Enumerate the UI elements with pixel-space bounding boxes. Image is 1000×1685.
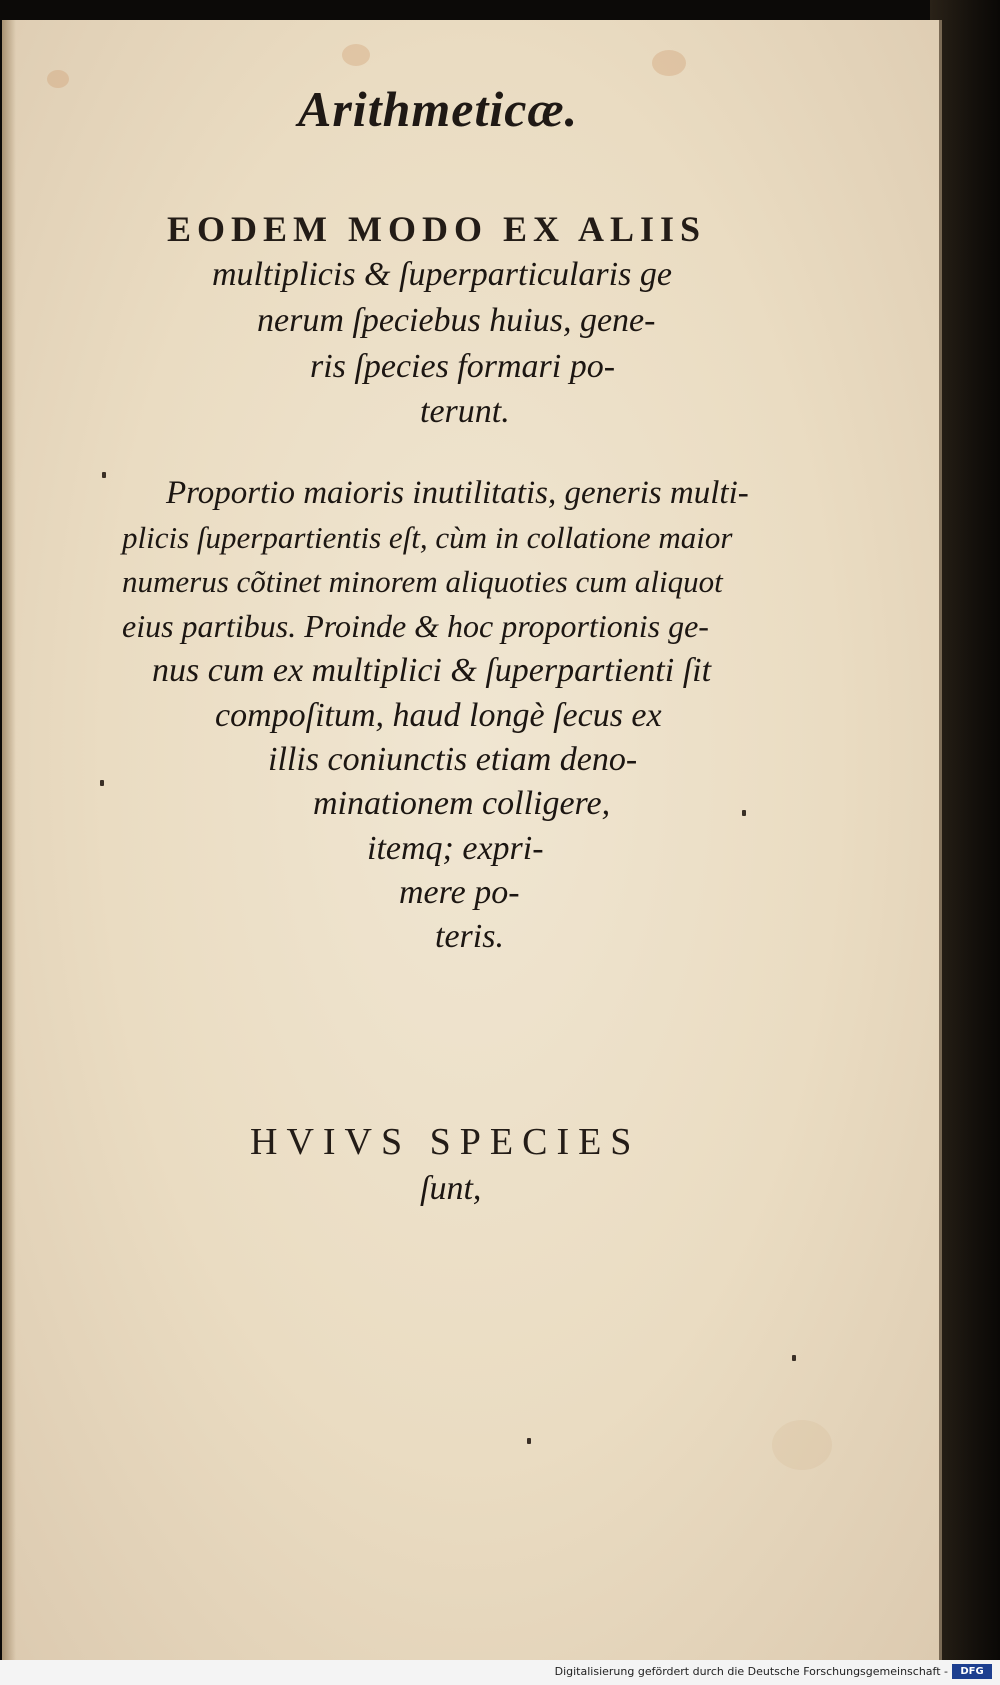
text-line: ſunt,	[420, 1170, 482, 1207]
text-line: itemq; expri-	[367, 830, 544, 867]
text-line: numerus cõtinet minorem aliquoties cum aliquot	[122, 564, 723, 599]
footer-strip	[0, 1660, 1000, 1685]
text-line: teris.	[435, 918, 504, 955]
speck	[792, 1355, 796, 1361]
text-line: compoſitum, haud longè ſecus ex	[215, 697, 662, 734]
text-line: illis coniunctis etiam deno-	[268, 741, 638, 778]
running-head: Arithmeticæ.	[298, 81, 579, 137]
section-heading: EODEM MODO EX ALIIS	[167, 209, 707, 249]
text-line: minationem colligere,	[313, 785, 611, 822]
speck	[102, 472, 106, 478]
stain	[772, 1420, 832, 1470]
stain	[652, 50, 686, 76]
speck	[100, 780, 104, 786]
book-page	[2, 20, 942, 1660]
stain	[342, 44, 370, 66]
text-line: plicis ſuperpartientis eſt, cùm in collatione maior	[122, 520, 733, 555]
text-line: terunt.	[420, 393, 510, 430]
dfg-logo: DFG	[952, 1664, 992, 1679]
text-line: nus cum ex multiplici & ſuperpartienti ſit	[152, 652, 712, 689]
text-line: ris ſpecies formari po-	[310, 348, 616, 385]
speck	[527, 1438, 531, 1444]
text-line: nerum ſpeciebus huius, gene-	[257, 302, 656, 339]
section-heading: HVIVS SPECIES	[250, 1121, 641, 1163]
text-line: eius partibus. Proinde & hoc proportionis ge-	[122, 608, 709, 644]
digitization-credit: Digitalisierung gefördert durch die Deutsche Forschungsgemeinschaft -	[554, 1665, 948, 1678]
stain	[47, 70, 69, 88]
text-line: Proportio maioris inutilitatis, generis multi-	[166, 475, 749, 511]
text-line: mere po-	[399, 874, 520, 911]
text-line: multiplicis & ſuperparticularis ge	[212, 256, 672, 293]
speck	[742, 810, 746, 816]
